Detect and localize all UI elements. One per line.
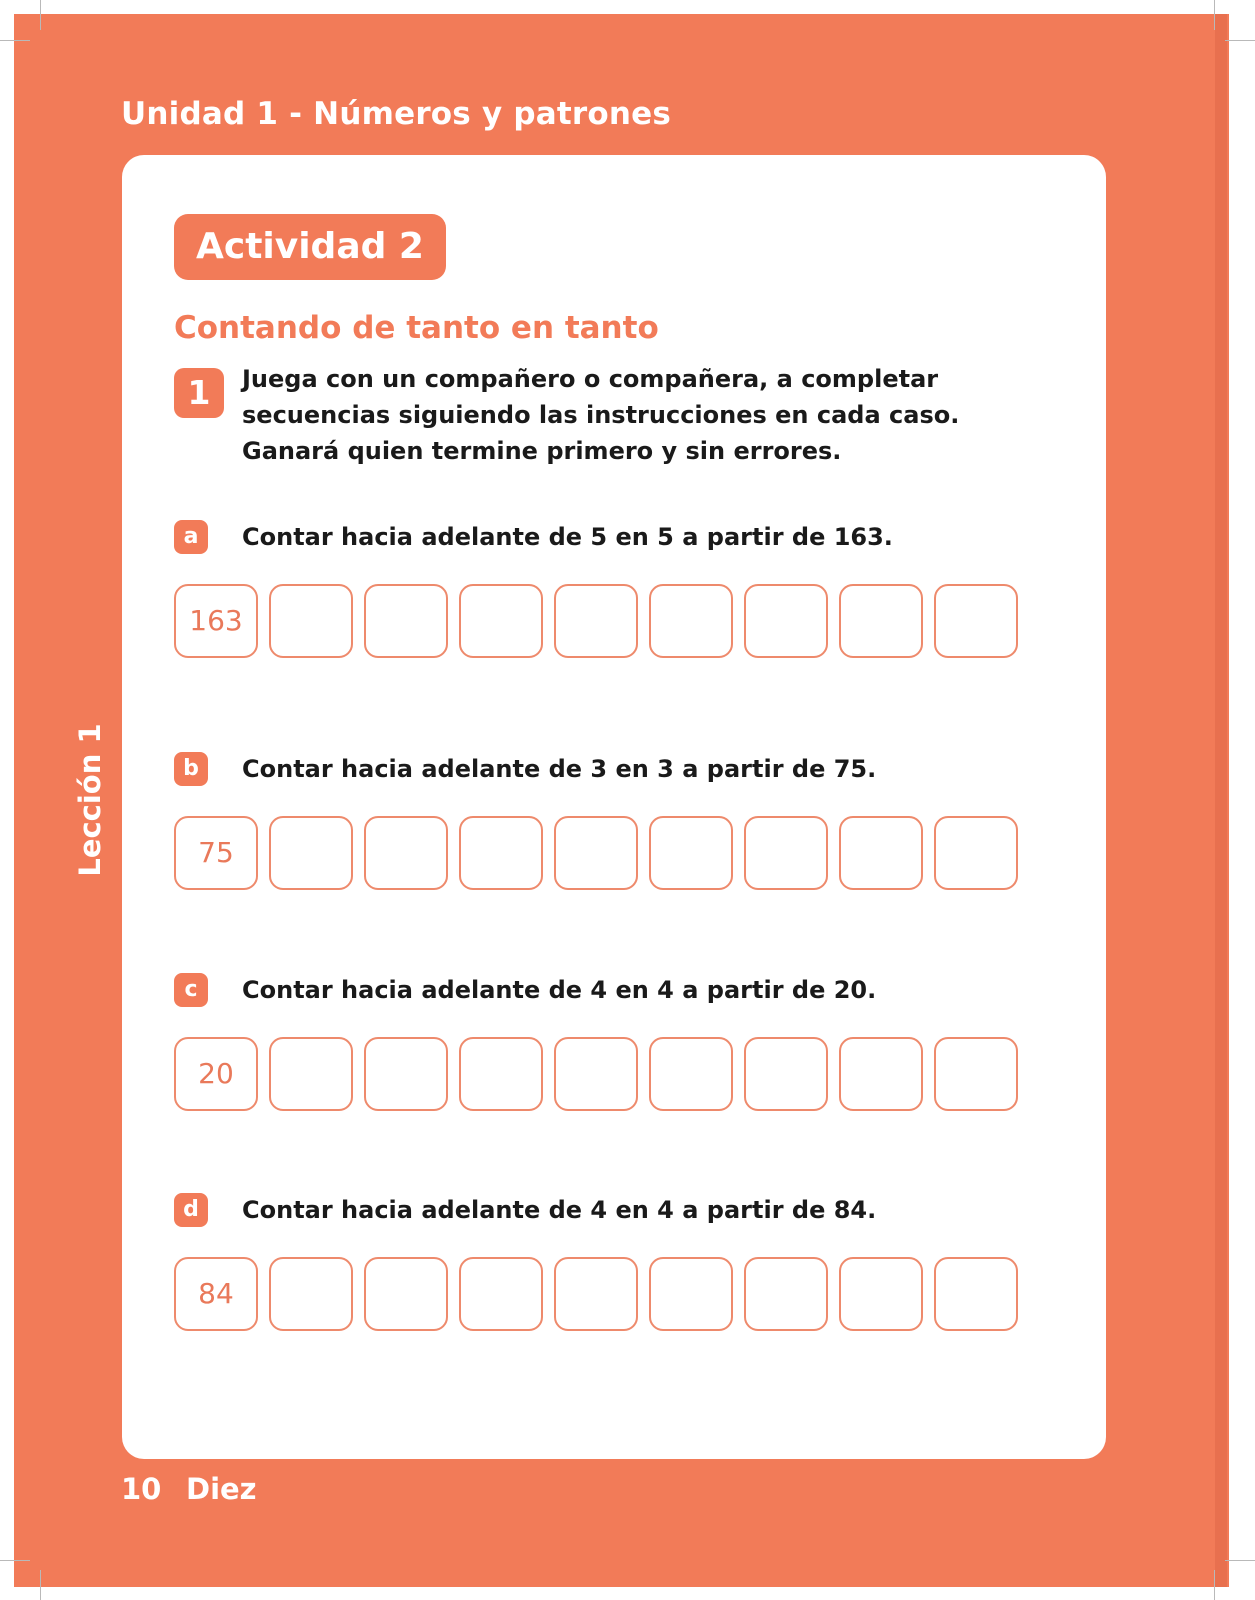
sequence-answer-box[interactable] — [364, 1037, 448, 1111]
sequence-answer-box[interactable] — [554, 1037, 638, 1111]
sequence-answer-box[interactable] — [269, 816, 353, 890]
crop-mark — [1225, 40, 1255, 41]
sequence-boxes — [174, 816, 1018, 890]
page-number-word: Diez — [186, 1472, 257, 1506]
sequence-boxes — [174, 1257, 1018, 1331]
sequence-answer-box[interactable] — [554, 1257, 638, 1331]
sequence-answer-box[interactable] — [744, 1257, 828, 1331]
activity-badge: Actividad 2 — [174, 214, 446, 280]
crop-mark — [1214, 0, 1215, 30]
crop-mark — [40, 1570, 41, 1600]
sequence-answer-box[interactable] — [839, 816, 923, 890]
instructions-line: Juega con un compañero o compañera, a completar — [242, 365, 939, 393]
exercise-letter-badge: d — [174, 1193, 208, 1227]
sequence-answer-box[interactable] — [839, 1257, 923, 1331]
sequence-answer-box[interactable] — [744, 584, 828, 658]
sequence-answer-box[interactable] — [934, 1257, 1018, 1331]
sequence-answer-box[interactable] — [554, 584, 638, 658]
crop-mark — [1225, 1560, 1255, 1561]
exercise-letter-badge: b — [174, 752, 208, 786]
sequence-answer-box[interactable] — [364, 1257, 448, 1331]
sequence-start-box: 20 — [174, 1037, 258, 1111]
sequence-answer-box[interactable] — [839, 1037, 923, 1111]
sequence-answer-box[interactable] — [934, 816, 1018, 890]
sequence-start-box: 75 — [174, 816, 258, 890]
sequence-answer-box[interactable] — [459, 816, 543, 890]
sequence-answer-box[interactable] — [364, 584, 448, 658]
exercise-instruction: Contar hacia adelante de 5 en 5 a partir de 163. — [242, 523, 893, 551]
sequence-answer-box[interactable] — [459, 584, 543, 658]
page-edge — [1215, 14, 1227, 1587]
sequence-answer-box[interactable] — [934, 584, 1018, 658]
instructions-line: Ganará quien termine primero y sin errores. — [242, 437, 842, 465]
sequence-answer-box[interactable] — [364, 816, 448, 890]
sequence-answer-box[interactable] — [649, 816, 733, 890]
exercise-letter-badge: a — [174, 520, 208, 554]
sequence-answer-box[interactable] — [459, 1037, 543, 1111]
sequence-start-box: 84 — [174, 1257, 258, 1331]
crop-mark — [0, 1560, 30, 1561]
sequence-boxes — [174, 584, 1018, 658]
sequence-answer-box[interactable] — [649, 1037, 733, 1111]
sequence-answer-box[interactable] — [839, 584, 923, 658]
sequence-answer-box[interactable] — [554, 816, 638, 890]
activity-card — [122, 155, 1106, 1459]
instructions-text — [242, 361, 1062, 469]
activity-subtitle: Contando de tanto en tanto — [174, 310, 659, 346]
exercise-instruction: Contar hacia adelante de 4 en 4 a partir de 84. — [242, 1196, 877, 1224]
exercise-instruction: Contar hacia adelante de 3 en 3 a partir de 75. — [242, 755, 877, 783]
sequence-answer-box[interactable] — [649, 1257, 733, 1331]
sequence-boxes — [174, 1037, 1018, 1111]
sequence-start-box: 163 — [174, 584, 258, 658]
step-number-badge: 1 — [174, 368, 224, 418]
sequence-answer-box[interactable] — [269, 1037, 353, 1111]
crop-mark — [1214, 1570, 1215, 1600]
exercise-instruction: Contar hacia adelante de 4 en 4 a partir de 20. — [242, 976, 877, 1004]
sequence-answer-box[interactable] — [459, 1257, 543, 1331]
sequence-answer-box[interactable] — [934, 1037, 1018, 1111]
sequence-answer-box[interactable] — [269, 1257, 353, 1331]
crop-mark — [0, 40, 30, 41]
exercise-letter-badge: c — [174, 973, 208, 1007]
instructions-line: secuencias siguiendo las instrucciones en cada caso. — [242, 401, 960, 429]
sequence-answer-box[interactable] — [744, 816, 828, 890]
unit-title: Unidad 1 - Números y patrones — [121, 96, 672, 132]
crop-mark — [40, 0, 41, 30]
page-number: 10 — [121, 1472, 162, 1506]
sequence-answer-box[interactable] — [744, 1037, 828, 1111]
sequence-answer-box[interactable] — [649, 584, 733, 658]
lesson-tab: Lección 1 — [73, 723, 107, 877]
sequence-answer-box[interactable] — [269, 584, 353, 658]
